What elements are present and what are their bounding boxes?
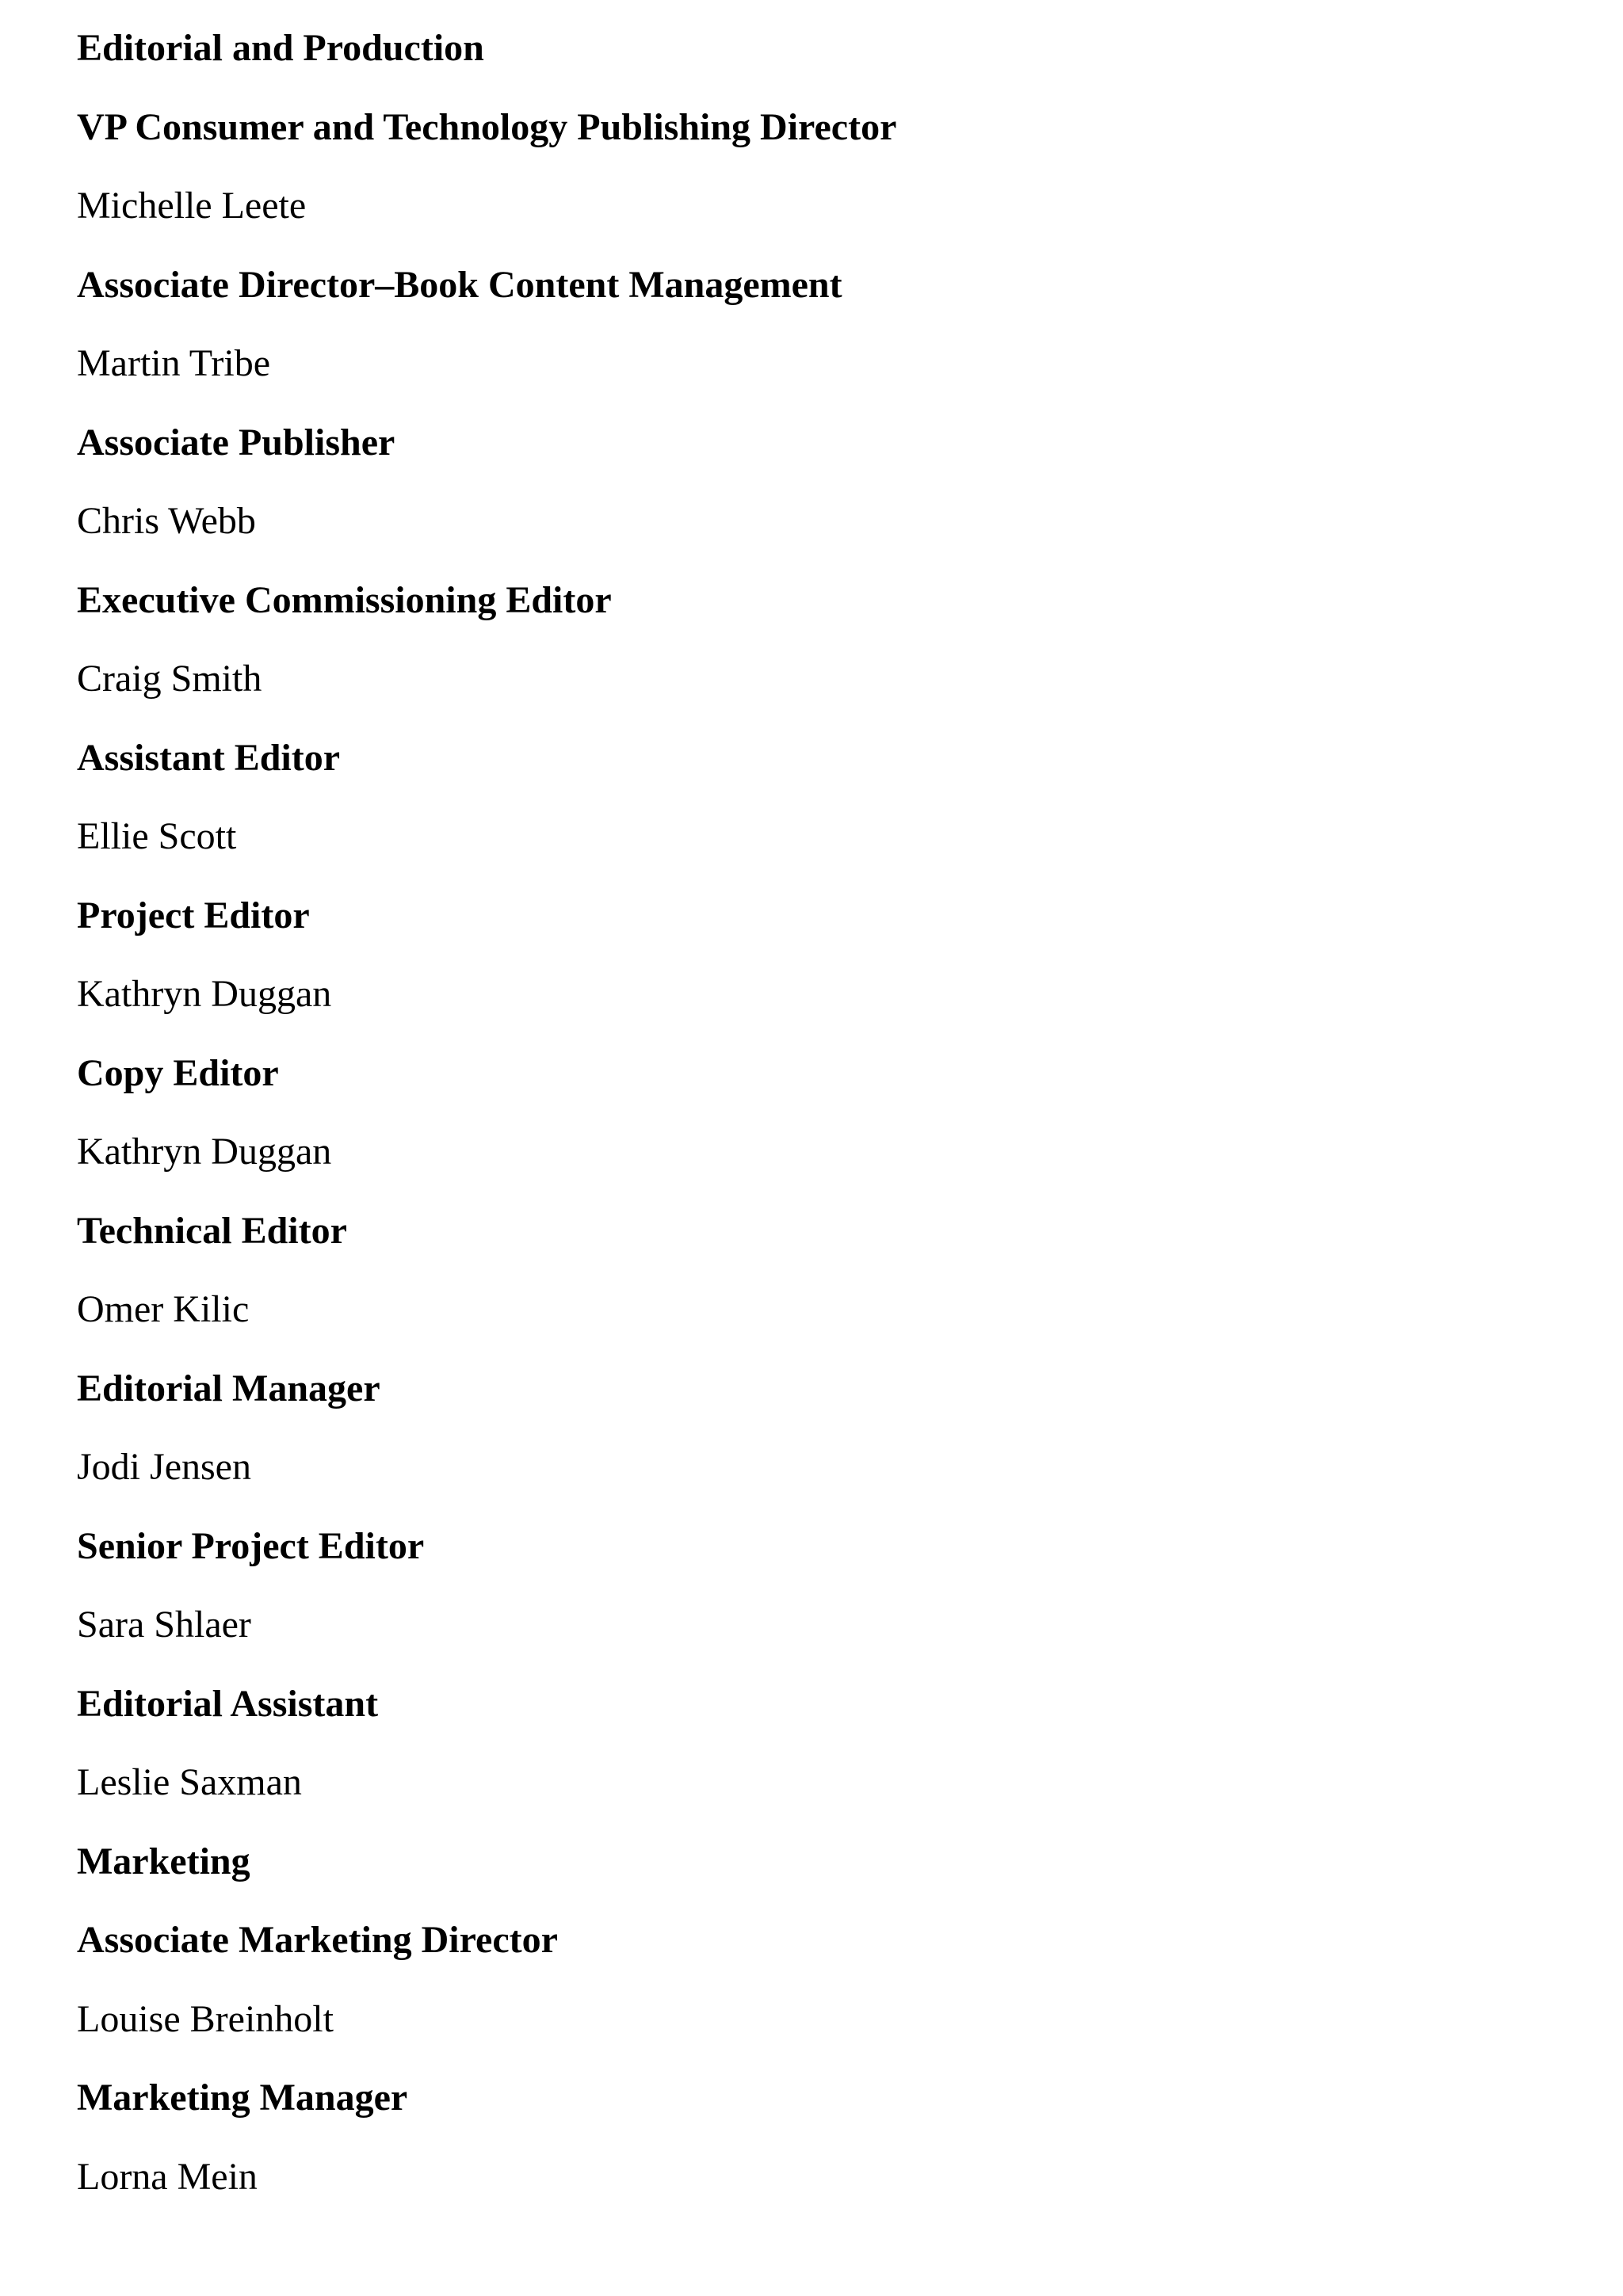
role-title: Associate Publisher bbox=[77, 421, 395, 463]
section-heading-editorial: Editorial and Production bbox=[77, 27, 484, 69]
role-title: Editorial Assistant bbox=[77, 1682, 379, 1725]
person-name: Chris Webb bbox=[77, 500, 256, 542]
credits-page bbox=[77, 22, 1583, 2229]
role-title: Executive Commissioning Editor bbox=[77, 578, 612, 621]
role-title: Assistant Editor bbox=[77, 736, 341, 779]
person-name: Kathryn Duggan bbox=[77, 973, 332, 1015]
role-title: Senior Project Editor bbox=[77, 1524, 425, 1567]
person-name: Michelle Leete bbox=[77, 185, 307, 227]
role-title: Editorial Manager bbox=[77, 1367, 380, 1409]
person-name: Louise Breinholt bbox=[77, 1997, 334, 2040]
person-name: Craig Smith bbox=[77, 658, 262, 700]
person-name: Kathryn Duggan bbox=[77, 1131, 332, 1173]
person-name: Ellie Scott bbox=[77, 815, 237, 857]
section-heading-marketing: Marketing bbox=[77, 1840, 250, 1882]
role-title: Project Editor bbox=[77, 894, 310, 936]
role-title: Technical Editor bbox=[77, 1209, 347, 1252]
person-name: Jodi Jensen bbox=[77, 1446, 251, 1488]
role-title: Associate Marketing Director bbox=[77, 1919, 558, 1961]
role-title: Marketing Manager bbox=[77, 2077, 408, 2119]
person-name: Sara Shlaer bbox=[77, 1604, 251, 1646]
role-title: VP Consumer and Technology Publishing Director bbox=[77, 105, 897, 148]
person-name: Lorna Mein bbox=[77, 2155, 258, 2198]
role-title: Copy Editor bbox=[77, 1051, 279, 1094]
person-name: Omer Kilic bbox=[77, 1288, 250, 1330]
person-name: Leslie Saxman bbox=[77, 1761, 302, 1803]
role-title: Associate Director–Book Content Management bbox=[77, 263, 842, 306]
person-name: Martin Tribe bbox=[77, 342, 271, 384]
